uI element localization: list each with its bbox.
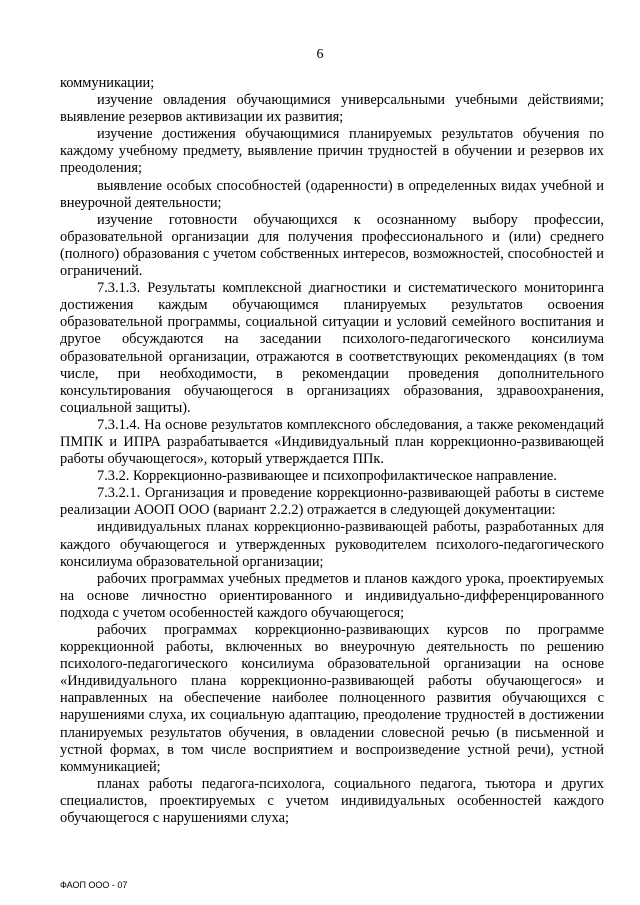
paragraph-7-3-1-4: 7.3.1.4. На основе результатов комплексного обследования, а также рекомендаций ПМПК и ИПРА разрабатывается «Индивидуальный план коррекционно-развивающей работы обучающегося», который утверждается ППк. bbox=[60, 416, 604, 468]
paragraph-7-3-2-1: 7.3.2.1. Организация и проведение коррекционно-развивающей работы в системе реализации АООП ООО (вариант 2.2.2) отражается в следующей документации: bbox=[60, 485, 604, 519]
paragraph-ucd-study: изучение овладения обучающимися универсальными учебными действиями; выявление резервов активизации их развития; bbox=[60, 92, 604, 126]
paragraph-correction-courses: рабочих программах коррекционно-развивающих курсов по программе коррекционной работы, включенных во внеурочную деятельность по решению психолого-педагогического консилиума образовательной организации на основе «Индивидуального плана коррекционно-развивающей работы обучающегося» и направленных на обеспечение наиболее полноценного развития обучающихся с нарушениями слуха, их социальную адаптацию, преодоление трудностей в достижении планируемых результатов обучения, в овладении словесной речью (в письменной и устной формах, в том числе восприятием и воспроизведение устной речи), устной коммуникацией; bbox=[60, 622, 604, 775]
paragraph-individual-plans: индивидуальных планах коррекционно-развивающей работы, разработанных для каждого обучающегося и утвержденных руководителем психолого-педагогического консилиума образовательной организации; bbox=[60, 519, 604, 570]
paragraph-continuation: коммуникации; bbox=[60, 75, 155, 91]
paragraph-career-readiness: изучение готовности обучающихся к осознанному выбору профессии, образовательной организации для получения профессионального и (или) среднего (полного) образования с учетом собственных интересов, возможностей, способностей и ограничений. bbox=[60, 211, 604, 280]
page-number: 6 bbox=[316, 47, 324, 62]
paragraph-work-programs: рабочих программах учебных предметов и планов каждого урока, проектируемых на основе личностно ориентированного и индивидуально-дифференцированного подхода с учетом особенностей каждого обучающегося; bbox=[60, 570, 604, 621]
paragraph-7-3-1-3: 7.3.1.3. Результаты комплексной диагностики и систематического мониторинга достижения каждым обучающимся планируемых результатов освоения образовательной программы, социальной ситуации и условий семейного воспитания и другое обсуждаются на заседании психолого-педагогического консилиума образовательной организации, отражаются в соответствующих рекомендациях (в том числе, при необходимости, в рекомендации проведения дополнительного консультирования обучающегося в организациях образования, здравоохранения, социальной защиты). bbox=[60, 280, 604, 416]
paragraph-7-3-2: 7.3.2. Коррекционно-развивающее и психопрофилактическое направление. bbox=[97, 468, 557, 485]
paragraph-specialist-plans: планах работы педагога-психолога, социального педагога, тьютора и других специалистов, проектируемых с учетом индивидуальных особенностей каждого обучающегося с нарушениями слуха; bbox=[60, 775, 604, 827]
footer-document-code: ФАОП ООО - 07 bbox=[60, 880, 128, 890]
document-body bbox=[60, 75, 604, 827]
paragraph-abilities: выявление особых способностей (одаренности) в определенных видах учебной и внеурочной деятельности; bbox=[60, 177, 604, 211]
paragraph-results-study: изучение достижения обучающимися планируемых результатов обучения по каждому учебному предмету, выявление причин трудностей в обучении и резервов их преодоления; bbox=[60, 126, 604, 177]
